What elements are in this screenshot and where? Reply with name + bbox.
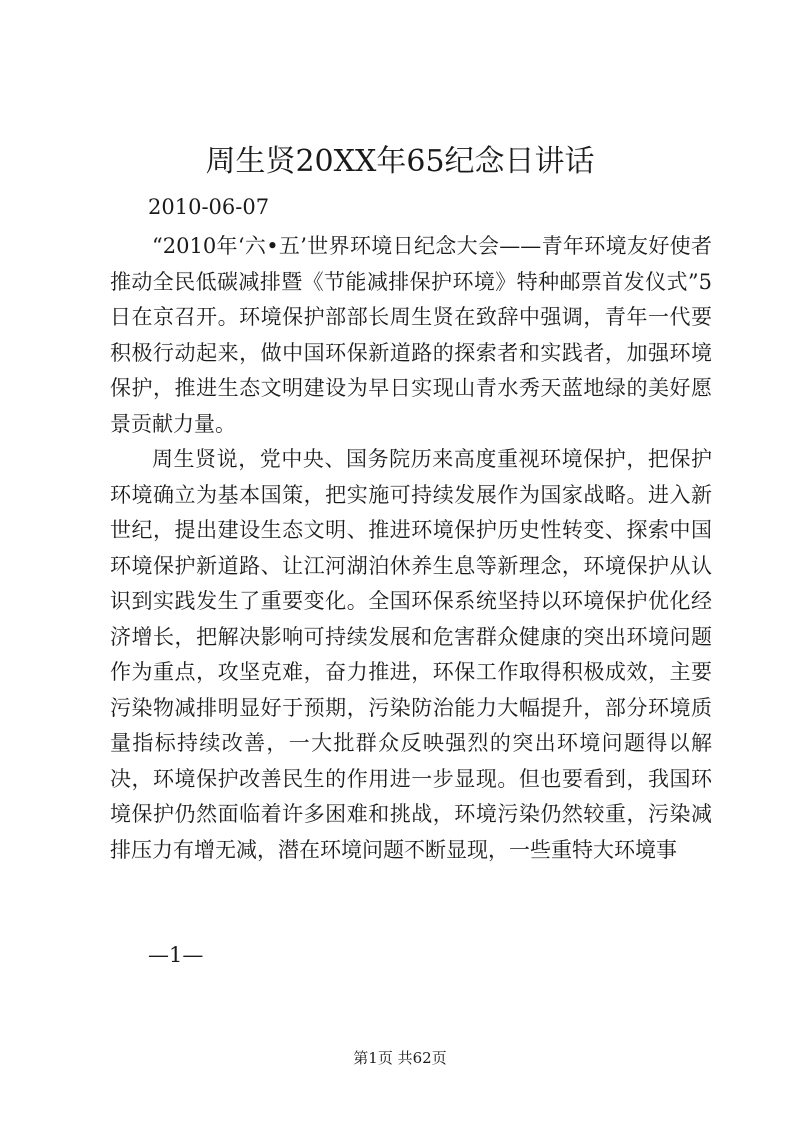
paragraph: 周生贤说，党中央、国务院历来高度重视环境保护，把保护环境确立为基本国策，把实施可持续发展作为国家战略。进入新世纪，提出建设生态文明、推进环境保护历史性转变、探索中国环境保护新道路、让江河湖泊休养生息等新理念，环境保护从认识到实践发生了重要变化。全国环保系统坚持以环境保护优化经济增长，把解决影响可持续发展和危害群众健康的突出环境问题作为重点，攻坚克难，奋力推进，环保工作取得积极成效，主要污染物减排明显好于预期，污染防治能力大幅提升，部分环境质量指标持续改善，一大批群众反映强烈的突出环境问题得以解决，环境保护改善民生的作用进一步显现。但也要看到，我国环境保护仍然面临着许多困难和挑战，环境污染仍然较重，污染减排压力有增无减，潜在环境问题不断显现，一些重特大环境事 bbox=[110, 447, 712, 862]
page-number-mark: —1— bbox=[148, 943, 204, 967]
page-footer: 第1页 共62页 bbox=[353, 1049, 447, 1067]
document-title: 周生贤20XX年65纪念日讲话 bbox=[205, 144, 595, 179]
document-body bbox=[110, 229, 712, 868]
paragraph: “2010年‘六•五’世界环境日纪念大会——青年环境友好使者推动全民低碳减排暨《节能减排保护环境》特种邮票首发仪式”5日在京召开。环境保护部部长周生贤在致辞中强调，青年一代要积极行动起来，做中国环保新道路的探索者和实践者，加强环境保护，推进生态文明建设为早日实现山青水秀天蓝地绿的美好愿景贡献力量。 bbox=[110, 234, 712, 436]
document-date: 2010-06-07 bbox=[148, 195, 270, 219]
